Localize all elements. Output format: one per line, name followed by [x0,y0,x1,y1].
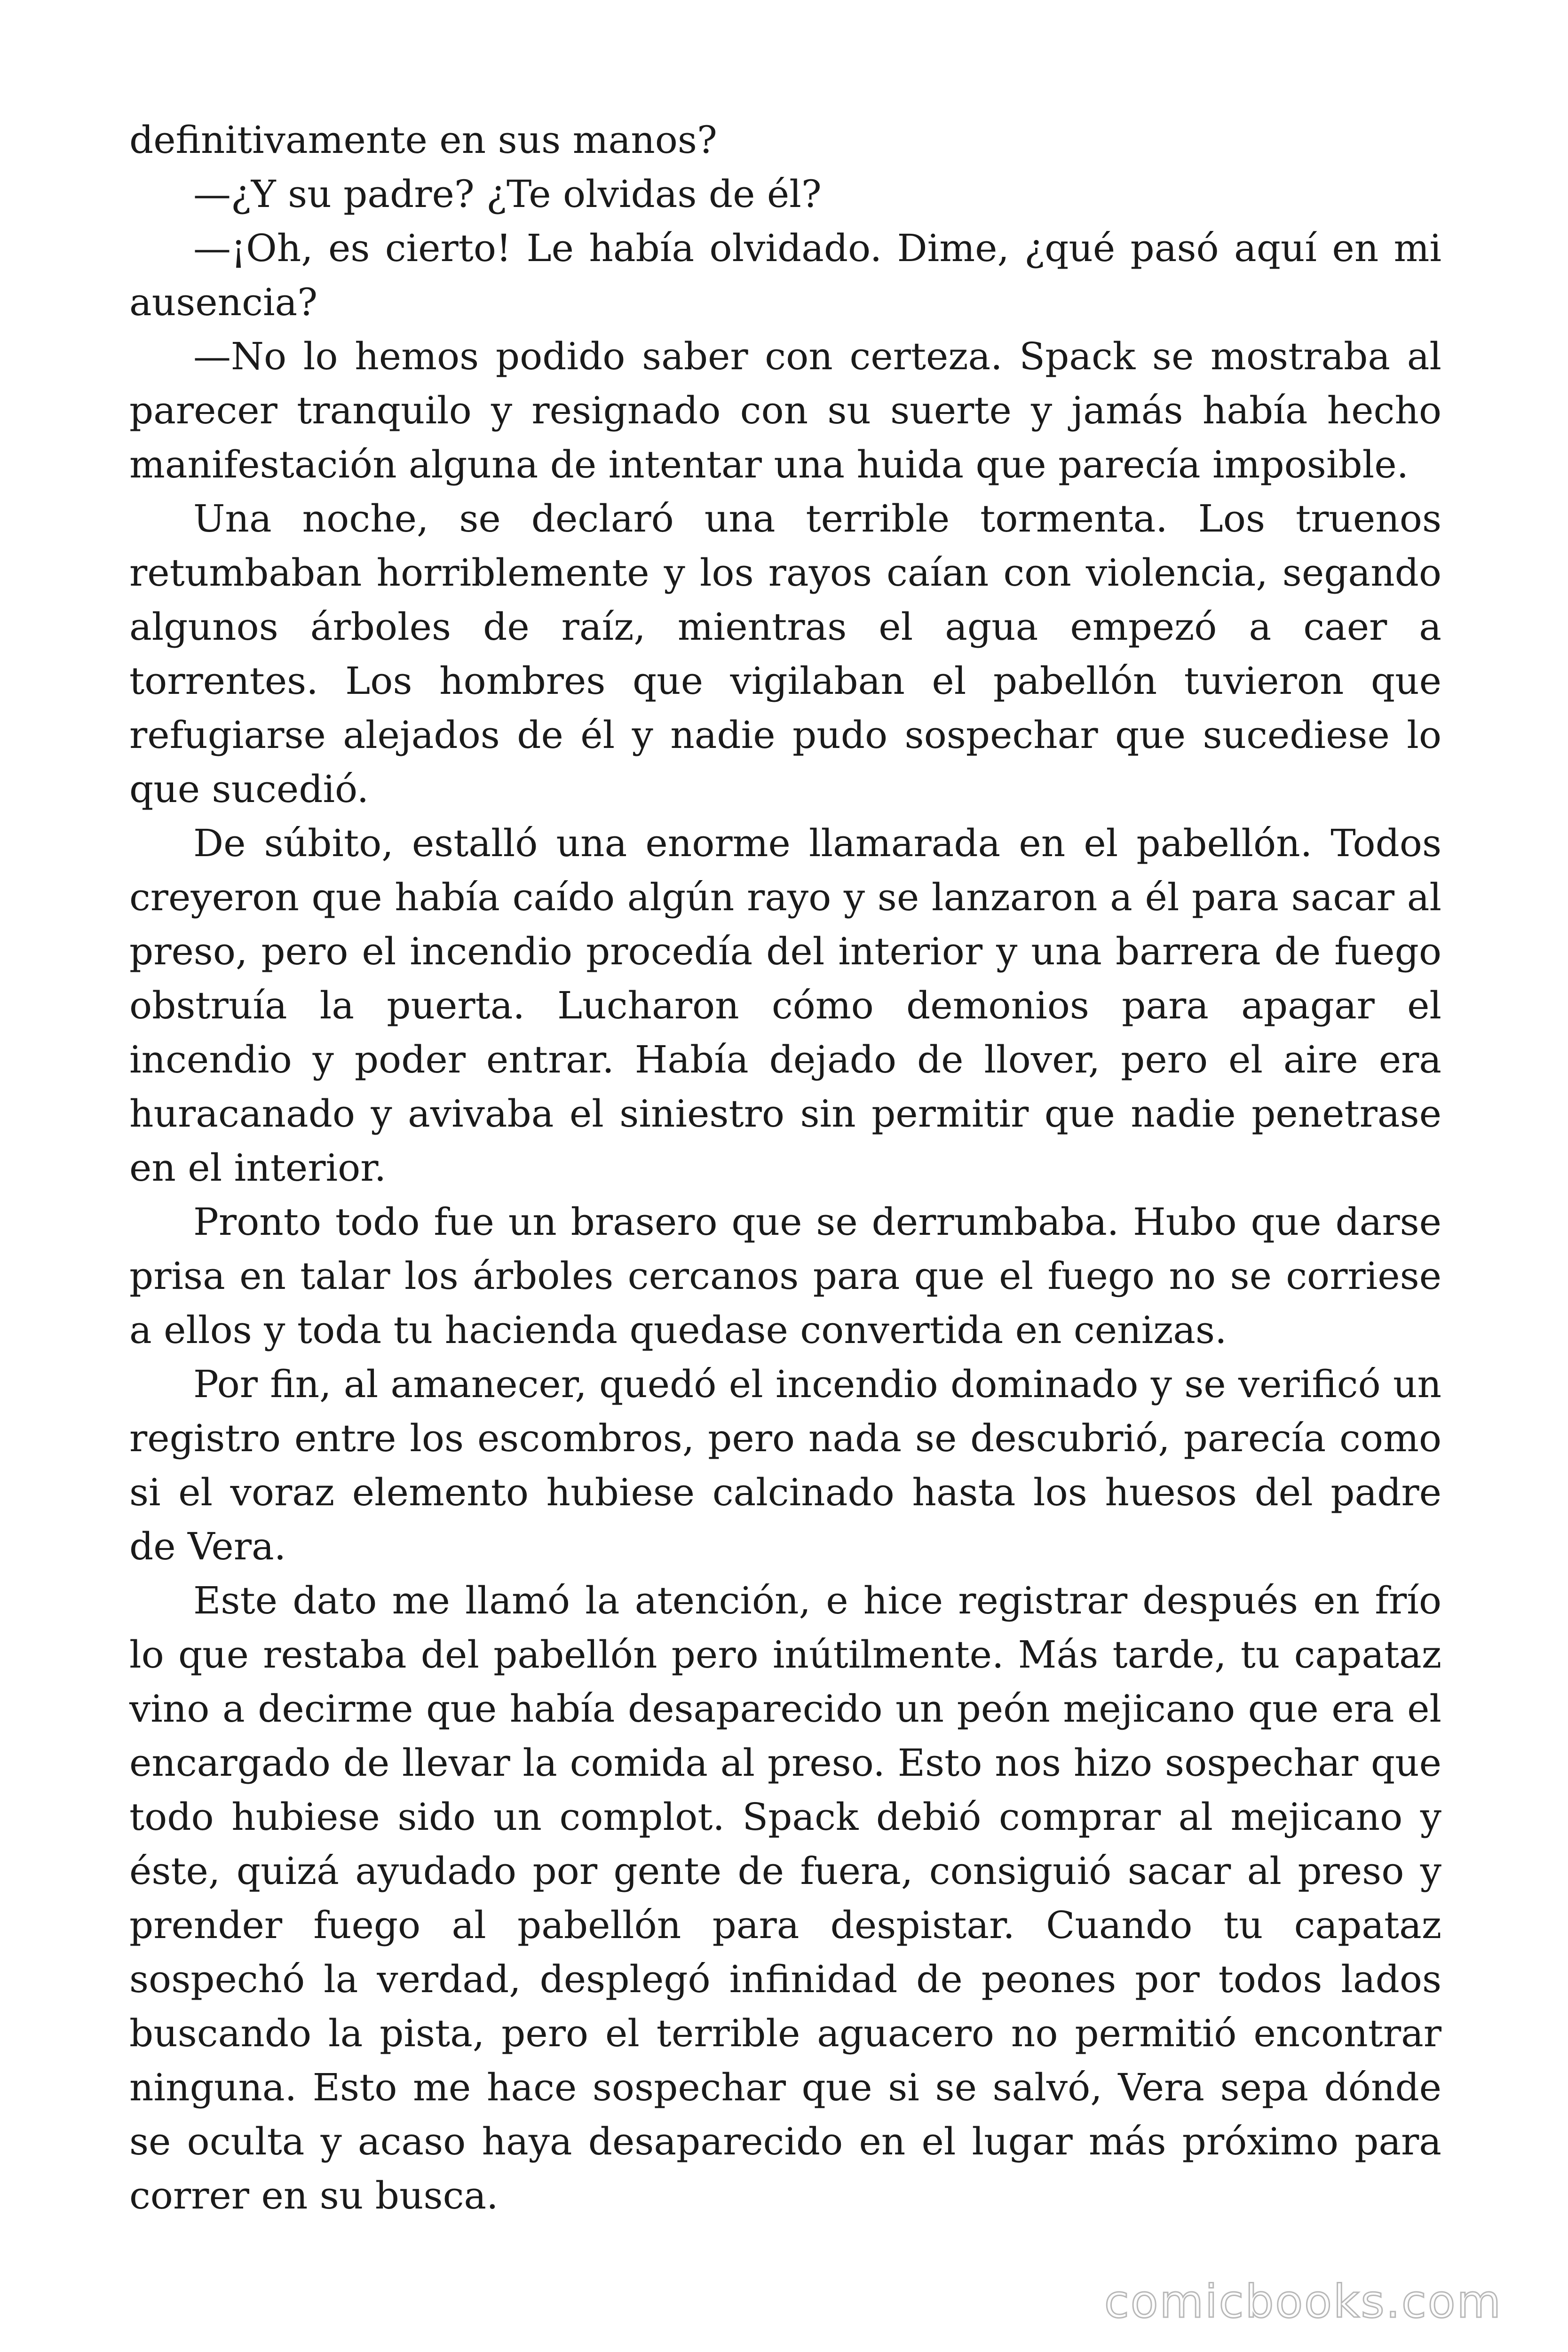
paragraph-dialogue-2: —¡Oh, es cierto! Le había olvidado. Dime, ¿qué pasó aquí en mi ausencia? [129,226,1441,324]
paragraph-dialogue-3: —No lo hemos podido saber con certeza. Spack se mostraba al parecer tranquilo y resignado con su suerte y jamás había hecho manifestación alguna de intentar una huida que parecía imposible. [129,334,1441,486]
body-text [129,113,1441,2223]
paragraph-investigation: Este dato me llamó la atención, e hice registrar después en frío lo que restaba del pabellón pero inútilmente. Más tarde, tu capataz vino a decirme que había desaparecido un peón mejicano que era el encargado de llevar la comida al preso. Esto nos hizo sospechar que todo hubiese sido un complot. Spack debió comprar al mejicano y éste, quizá ayudado por gente de fuera, consiguió sacar al preso y prender fuego al pabellón para despistar. Cuando tu capataz sospechó la verdad, desplegó infinidad de peones por todos lados buscando la pista, pero el terrible aguacero no permitió encontrar ninguna. Esto me hace sospechar que si se salvó, Vera sepa dónde se oculta y acaso haya desaparecido en el lugar más próximo para correr en su busca. [129,1579,1441,2217]
paragraph-fire: De súbito, estalló una enorme llamarada en el pabellón. Todos creyeron que había caído algún rayo y se lanzaron a él para sacar al preso, pero el incendio procedía del interior y una barrera de fuego obstruía la puerta. Lucharon cómo demonios para apagar el incendio y poder entrar. Había dejado de llover, pero el aire era huracanado y avivaba el siniestro sin permitir que nadie penetrase en el interior. [129,821,1441,1190]
paragraph-brasero: Pronto todo fue un brasero que se derrumbaba. Hubo que darse prisa en talar los árboles cercanos para que el fuego no se corriese a ellos y toda tu hacienda quedase convertida en cenizas. [129,1200,1441,1352]
watermark: comicbooks.com [1104,2275,1502,2328]
paragraph-continuation: definitivamente en sus manos? [129,118,717,162]
paragraph-dawn: Por fin, al amanecer, quedó el incendio dominado y se verificó un registro entre los escombros, pero nada se descubrió, parecía como si el voraz elemento hubiese calcinado hasta los huesos del padre de Vera. [129,1362,1441,1568]
paragraph-storm: Una noche, se declaró una terrible tormenta. Los truenos retumbaban horriblemente y los rayos caían con violencia, segando algunos árboles de raíz, mientras el agua empezó a caer a torrentes. Los hombres que vigilaban el pabellón tuvieron que refugiarse alejados de él y nadie pudo sospechar que sucediese lo que sucedió. [129,497,1441,811]
paragraph-dialogue-1: —¿Y su padre? ¿Te olvidas de él? [193,172,822,216]
